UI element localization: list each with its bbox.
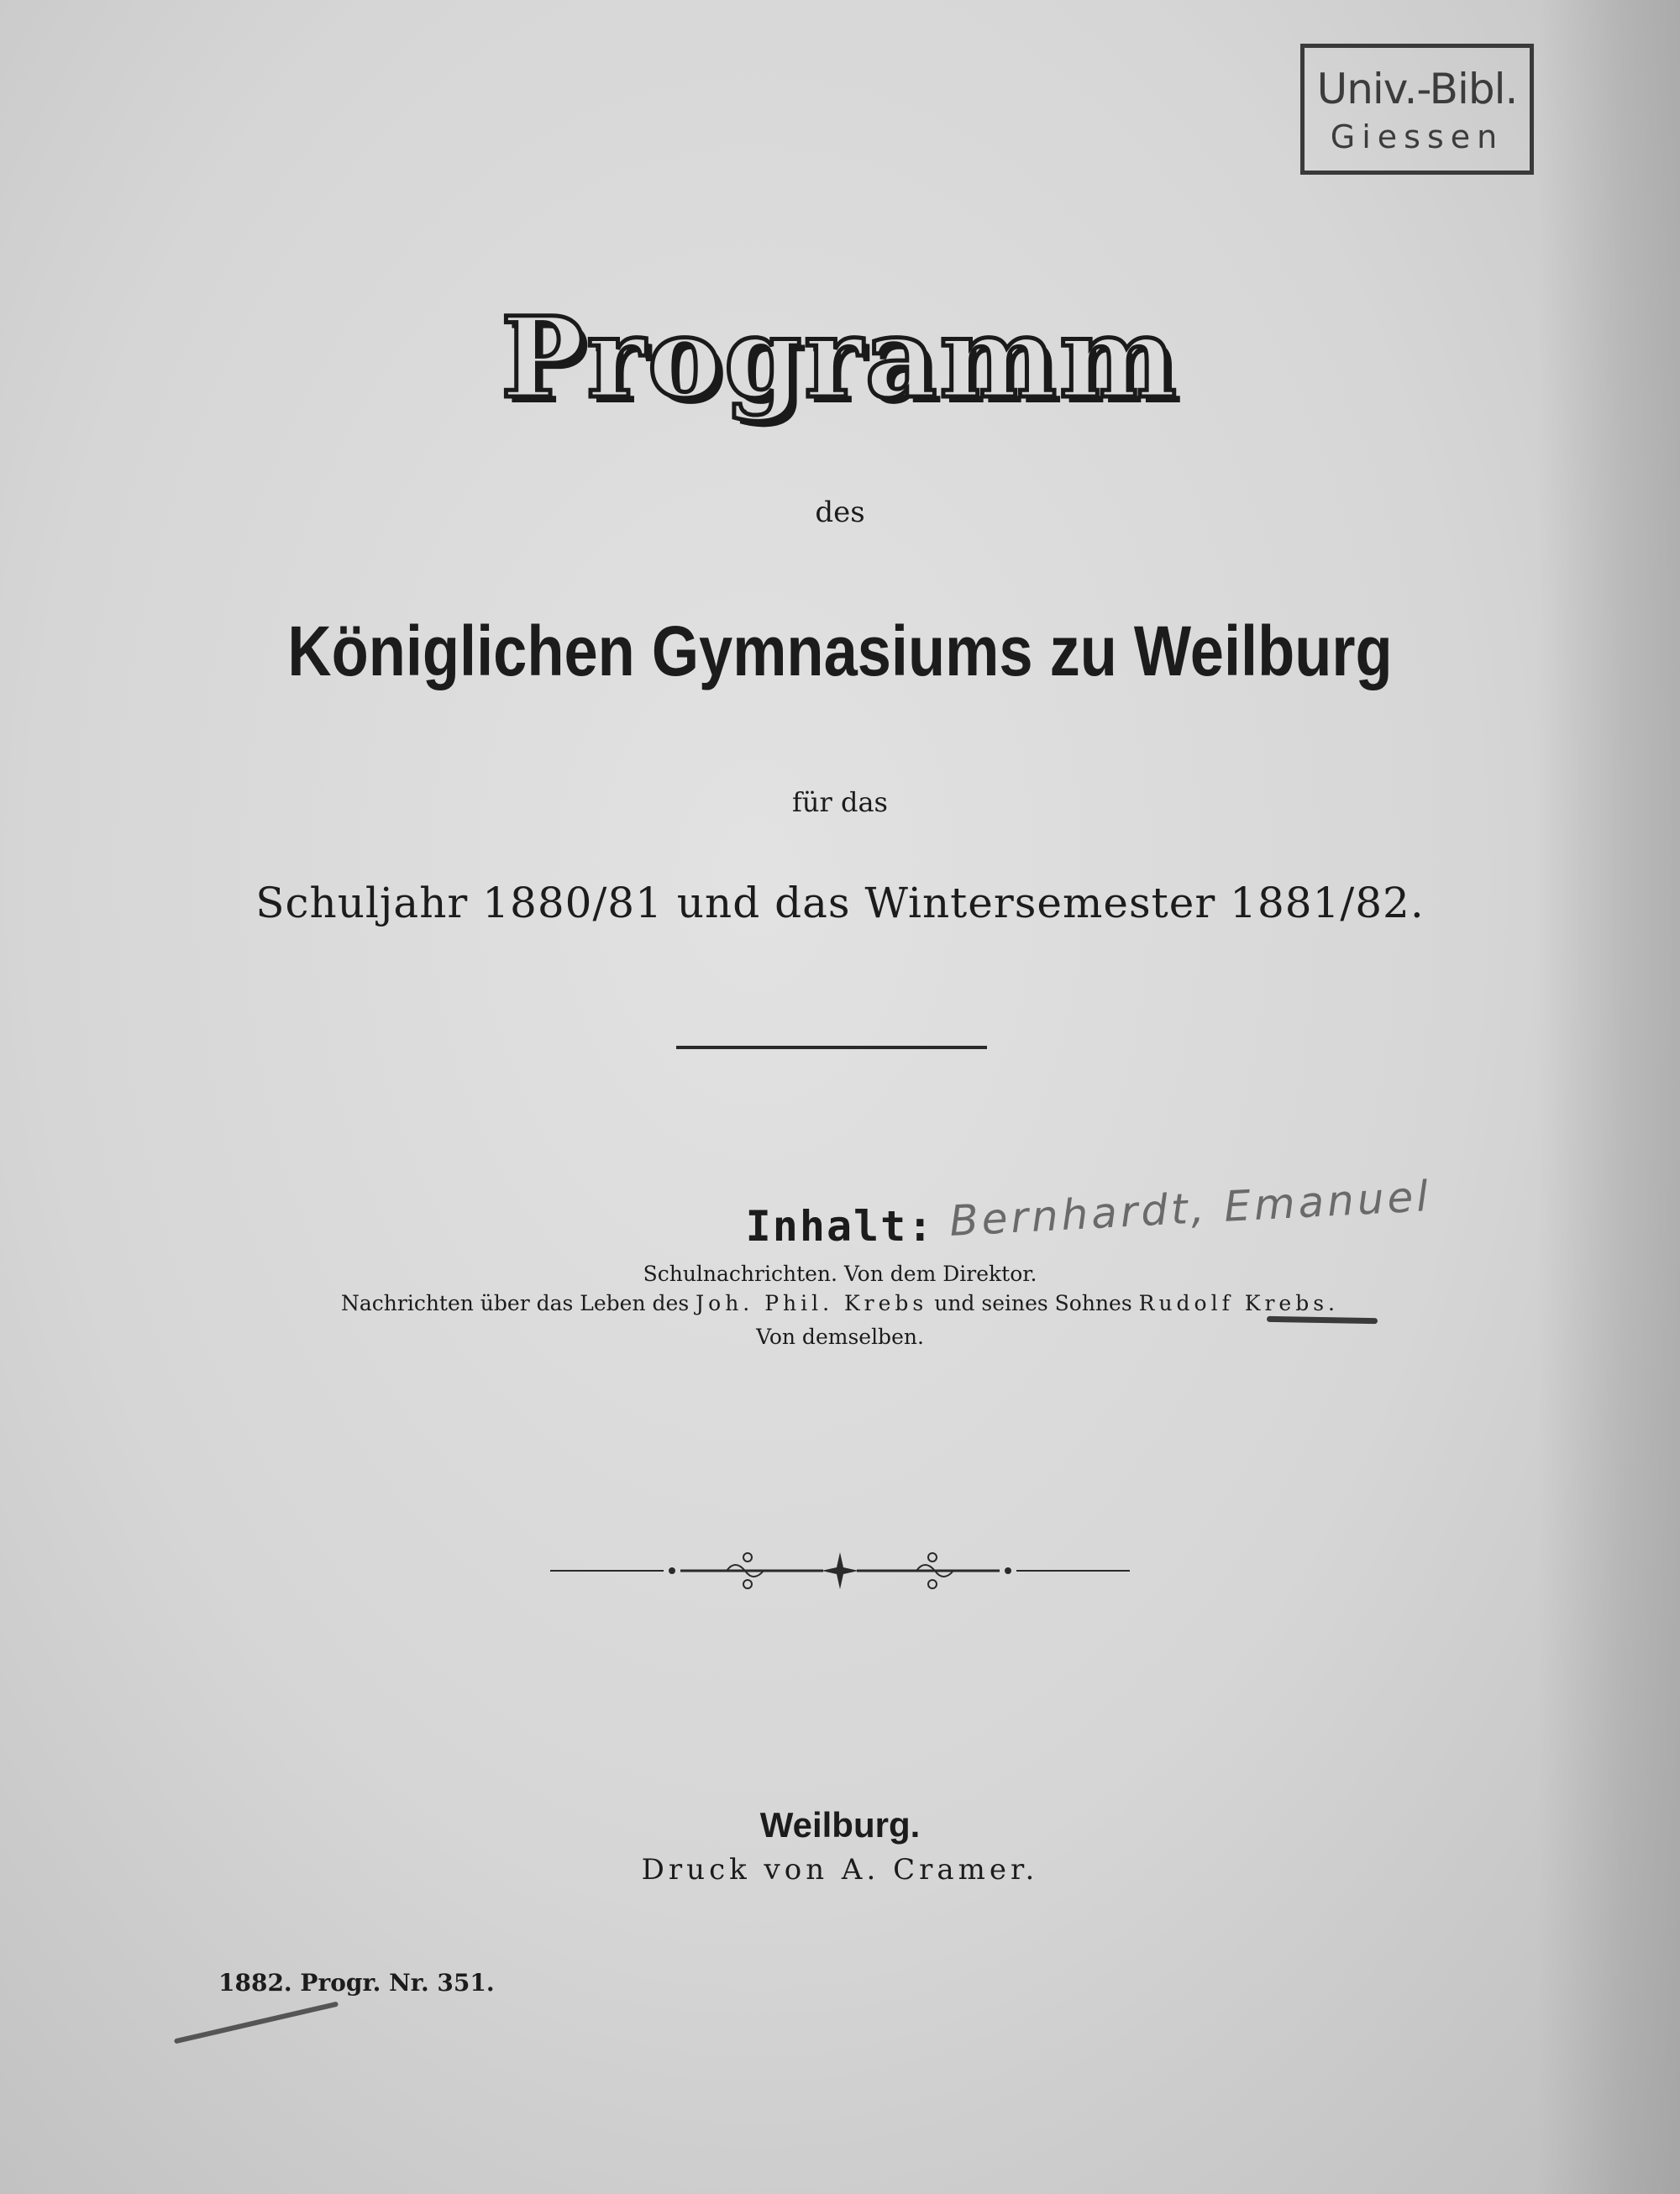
contents-line-2-name-2: Rudolf Krebs. bbox=[1138, 1291, 1340, 1315]
stamp-line-library: Univ.-Bibl. bbox=[1316, 65, 1518, 113]
school-name: Königlichen Gymnasiums zu Weilburg bbox=[287, 611, 1393, 690]
title-connector-des: des bbox=[815, 496, 865, 529]
contents-heading: Inhalt: bbox=[745, 1202, 935, 1251]
contents-line-2-prefix: Nachrichten über das Leben des bbox=[340, 1291, 690, 1315]
handwritten-author-note: Bernhardt, Emanuel bbox=[948, 1172, 1433, 1246]
imprint-place: Weilburg. bbox=[759, 1805, 921, 1845]
contents-line-2-middle: und seines Sohnes bbox=[934, 1291, 1132, 1315]
decorative-ornament bbox=[546, 1546, 1134, 1596]
contents-line-1: Schulnachrichten. Von dem Direktor. bbox=[643, 1262, 1037, 1286]
school-year: Schuljahr 1880/81 und das Wintersemester 1881/82. bbox=[255, 879, 1425, 927]
stamp-line-city: Giessen bbox=[1330, 118, 1504, 155]
library-stamp bbox=[1300, 44, 1534, 175]
contents-line-2-name: Joh. Phil. Krebs bbox=[696, 1291, 928, 1315]
divider-rule bbox=[676, 1046, 987, 1049]
contents-line-2 bbox=[0, 1289, 1680, 1318]
contents-line-3: Von demselben. bbox=[756, 1325, 924, 1349]
title-connector-fuer: für das bbox=[792, 786, 888, 818]
program-number: 1882. Progr. Nr. 351. bbox=[218, 1969, 495, 1997]
document-title: Programm bbox=[501, 293, 1179, 423]
imprint-printer: Druck von A. Cramer. bbox=[641, 1853, 1039, 1887]
pencil-stroke bbox=[174, 2002, 339, 2044]
